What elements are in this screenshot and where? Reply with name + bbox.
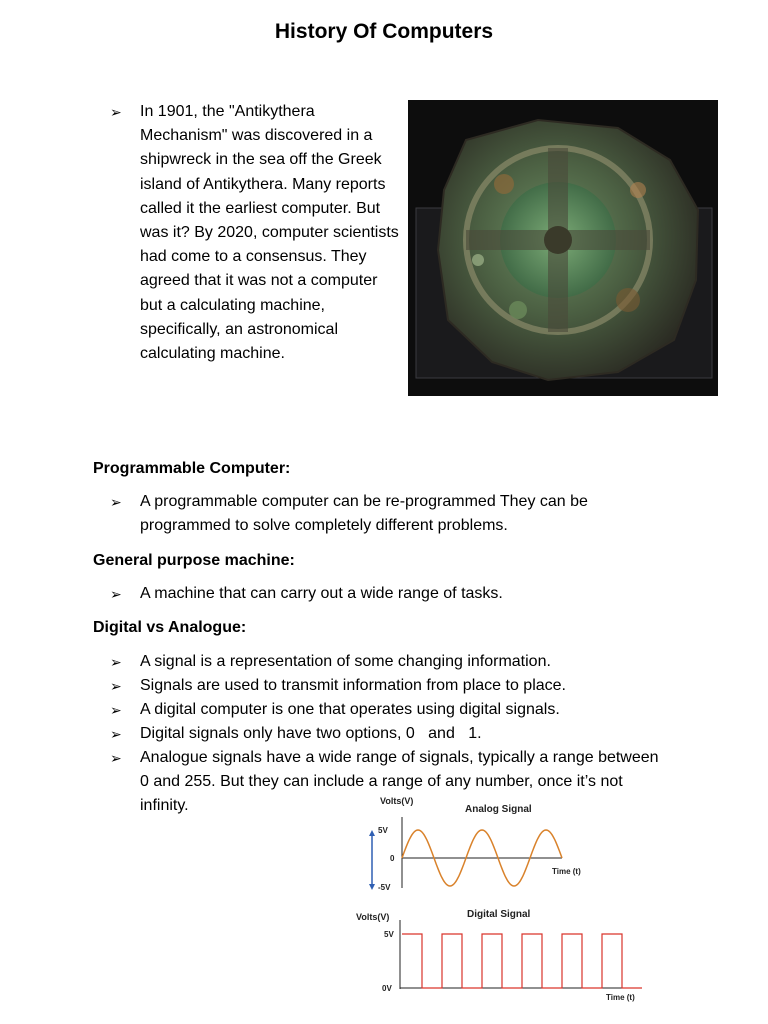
list-item: ➢ Analogue signals have a wide range of signals, typically a range between 0 and 255. But they can include a range of any number, once it’s not infinity. <box>110 746 670 818</box>
list-item: ➢ Signals are used to transmit information from place to place. <box>110 674 670 698</box>
arrow-bullet-icon: ➢ <box>110 750 122 766</box>
analog-title: Analog Signal <box>465 804 532 815</box>
analog-xlabel: Time (t) <box>552 867 581 876</box>
list-item: ➢ A digital computer is one that operates using digital signals. <box>110 698 670 722</box>
page-title: History Of Computers <box>274 20 494 43</box>
arrow-bullet-icon: ➢ <box>110 104 122 120</box>
digital-ylabel: Volts(V) <box>356 912 390 922</box>
list-item: ➢ A signal is a representation of some changing information. <box>110 650 670 674</box>
arrow-bullet-icon: ➢ <box>110 494 122 510</box>
digital-y-bottom-label: 0V <box>382 984 392 993</box>
list-item: ➢ Digital signals only have two options, 0 and 1. <box>110 722 670 746</box>
digital-title: Digital Signal <box>467 909 531 920</box>
heading-general-purpose: General purpose machine: <box>93 552 295 569</box>
digital-xlabel: Time (t) <box>606 993 635 1002</box>
list-item <box>110 100 400 366</box>
arrow-bullet-icon: ➢ <box>110 654 122 670</box>
heading-programmable-computer: Programmable Computer: <box>93 460 291 477</box>
list-item: ➢ A machine that can carry out a wide range of tasks. <box>110 582 670 606</box>
list-item: ➢ A programmable computer can be re-programmed They can be programmed to solve completely different problems. <box>110 490 670 538</box>
heading-digital-vs-analogue: Digital vs Analogue: <box>93 619 247 636</box>
analog-y-bottom-label: -5V <box>378 883 391 892</box>
signal-comparison-figure <box>350 792 650 1012</box>
arrow-bullet-icon: ➢ <box>110 702 122 718</box>
analog-ylabel: Volts(V) <box>380 796 414 806</box>
analog-y-mid-label: 0 <box>390 854 395 863</box>
arrow-bullet-icon: ➢ <box>110 726 122 742</box>
digital-y-top-label: 5V <box>384 930 394 939</box>
list-programmable <box>110 490 670 538</box>
analog-y-top-label: 5V <box>378 826 388 835</box>
list-general <box>110 582 670 606</box>
intro-paragraph <box>110 100 400 366</box>
arrow-bullet-icon: ➢ <box>110 586 122 602</box>
digital-square-wave <box>402 934 642 988</box>
intro-text: In 1901, the "Antikythera Mechanism" was discovered in a shipwreck in the sea off the Greek island of Antikythera. Many reports called it the earliest computer. But was it? By 2020, computer scientists had come to a consensus. They agreed that it was not a computer but a calculating machine, specifically, an astronomical calculating machine. <box>140 103 399 363</box>
antikythera-mechanism-photo <box>408 100 718 396</box>
antikythera-mechanism-image <box>408 100 718 396</box>
arrow-bullet-icon: ➢ <box>110 678 122 694</box>
